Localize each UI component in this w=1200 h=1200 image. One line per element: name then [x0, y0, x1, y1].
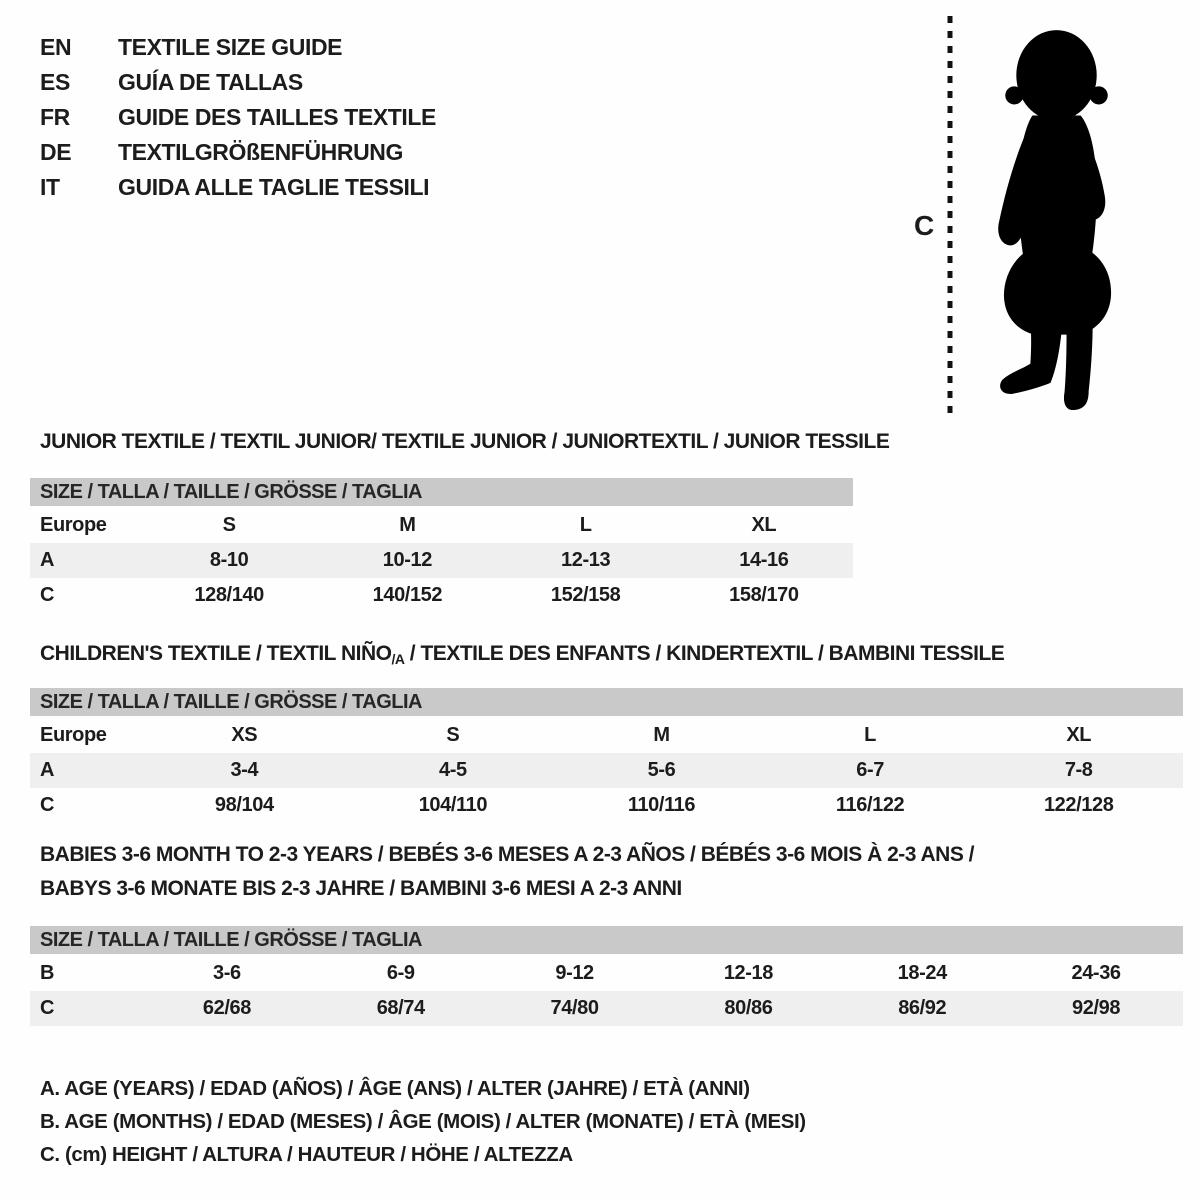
size-cell: L: [864, 724, 876, 746]
children-section-title: [40, 642, 1004, 667]
value-cell: 62/68: [202, 997, 251, 1019]
height-measure-figure: [880, 0, 1180, 430]
babies-size-table: [30, 926, 1183, 1026]
table-row: [30, 956, 1183, 991]
value-cell: 128/140: [194, 584, 264, 606]
guide-title-de: TEXTILGRÖßENFÜHRUNG: [118, 139, 403, 165]
value-cell: 140/152: [372, 584, 443, 606]
size-cell: M: [399, 514, 416, 536]
value-cell: 104/110: [418, 794, 488, 816]
value-cell: 9-12: [555, 962, 594, 984]
measure-c-label: C: [914, 210, 935, 241]
table-row: [30, 788, 1183, 823]
size-cell: S: [446, 724, 460, 746]
value-cell: 86/92: [898, 997, 947, 1019]
legend-line-b: B. AGE (MONTHS) / EDAD (MESES) / ÂGE (MOIS) / ALTER (MONATE) / ETÀ (MESI): [40, 1110, 806, 1133]
value-cell: 7-8: [1064, 759, 1093, 781]
value-cell: 6-9: [386, 962, 415, 984]
children-title-main: CHILDREN'S TEXTILE / TEXTIL NIÑO: [40, 642, 392, 665]
lang-row-fr: [40, 100, 436, 135]
size-cell: XL: [1066, 724, 1092, 746]
children-title-sub: /A: [391, 651, 405, 667]
children-title-rest: / TEXTILE DES ENFANTS / KINDERTEXTIL / BAMBINI TESSILE: [404, 642, 1005, 665]
lang-row-es: [40, 65, 436, 100]
measure-legend: [40, 1072, 806, 1171]
value-cell: 18-24: [897, 962, 947, 984]
value-cell: 8-10: [209, 549, 249, 571]
value-cell: 98/104: [214, 794, 274, 816]
guide-title-it: GUIDA ALLE TAGLIE TESSILI: [118, 174, 430, 200]
size-header-bar: SIZE / TALLA / TAILLE / GRÖSSE / TAGLIA: [30, 688, 1183, 718]
size-cell: L: [579, 514, 592, 536]
legend-line-c: C. (cm) HEIGHT / ALTURA / HAUTEUR / HÖHE / ALTEZZA: [40, 1143, 573, 1166]
value-cell: 3-4: [230, 759, 259, 781]
row-label: C: [40, 794, 55, 816]
size-cell: M: [653, 724, 670, 746]
value-cell: 122/128: [1043, 794, 1114, 816]
junior-size-table: [30, 478, 853, 613]
value-cell: 4-5: [439, 759, 467, 781]
value-cell: 6-7: [856, 759, 884, 781]
value-cell: 10-12: [382, 549, 432, 571]
value-cell: 116/122: [835, 794, 905, 816]
table-row: [30, 508, 853, 543]
legend-line-a: A. AGE (YEARS) / EDAD (AÑOS) / ÂGE (ANS) / ALTER (JAHRE) / ETÀ (ANNI): [40, 1077, 750, 1100]
babies-section-title-line2: BABYS 3-6 MONATE BIS 2-3 JAHRE / BAMBINI 3-6 MESI A 2-3 ANNI: [40, 877, 682, 900]
row-label: C: [40, 584, 55, 606]
table-row: [30, 543, 853, 578]
value-cell: 14-16: [739, 549, 789, 571]
lang-code: IT: [40, 174, 60, 200]
row-label: A: [40, 549, 55, 571]
lang-row-de: [40, 135, 436, 170]
junior-section-title: JUNIOR TEXTILE / TEXTIL JUNIOR/ TEXTILE JUNIOR / JUNIORTEXTIL / JUNIOR TESSILE: [40, 430, 890, 453]
value-cell: 3-6: [213, 962, 241, 984]
guide-title-es: GUÍA DE TALLAS: [118, 69, 303, 95]
lang-code: ES: [40, 69, 70, 95]
row-label: Europe: [40, 514, 107, 536]
toddler-silhouette-icon: [966, 15, 1141, 417]
value-cell: 152/158: [550, 584, 621, 606]
size-cell: XL: [751, 514, 777, 536]
value-cell: 68/74: [376, 997, 425, 1019]
value-cell: 12-18: [723, 962, 773, 984]
value-cell: 80/86: [724, 997, 773, 1019]
size-cell: XS: [231, 724, 258, 746]
table-row: [30, 753, 1183, 788]
value-cell: 92/98: [1072, 997, 1121, 1019]
size-header-bar: SIZE / TALLA / TAILLE / GRÖSSE / TAGLIA: [30, 926, 1183, 956]
row-label: C: [40, 997, 55, 1019]
table-row: [30, 578, 853, 613]
lang-row-en: [40, 30, 436, 65]
value-cell: 158/170: [729, 584, 799, 606]
row-label: B: [40, 962, 55, 984]
language-title-block: [40, 30, 436, 205]
table-row: [30, 718, 1183, 753]
babies-section-title-line1: BABIES 3-6 MONTH TO 2-3 YEARS / BEBÉS 3-6 MESES A 2-3 AÑOS / BÉBÉS 3-6 MOIS À 2-3 ANS /: [40, 843, 975, 866]
value-cell: 5-6: [647, 759, 676, 781]
value-cell: 74/80: [550, 997, 599, 1019]
value-cell: 24-36: [1071, 962, 1121, 984]
row-label: Europe: [40, 724, 107, 746]
size-cell: S: [222, 514, 236, 536]
table-row: [30, 991, 1183, 1026]
lang-row-it: [40, 170, 436, 205]
guide-title-en: TEXTILE SIZE GUIDE: [118, 34, 343, 60]
value-cell: 12-13: [561, 549, 611, 571]
dashed-height-line-icon: [946, 16, 954, 416]
children-size-table: [30, 688, 1183, 823]
lang-code: DE: [40, 139, 72, 165]
lang-code: FR: [40, 104, 70, 130]
size-header-bar: SIZE / TALLA / TAILLE / GRÖSSE / TAGLIA: [30, 478, 853, 508]
value-cell: 110/116: [627, 794, 696, 816]
lang-code: EN: [40, 34, 72, 60]
row-label: A: [40, 759, 55, 781]
guide-title-fr: GUIDE DES TAILLES TEXTILE: [118, 104, 436, 130]
